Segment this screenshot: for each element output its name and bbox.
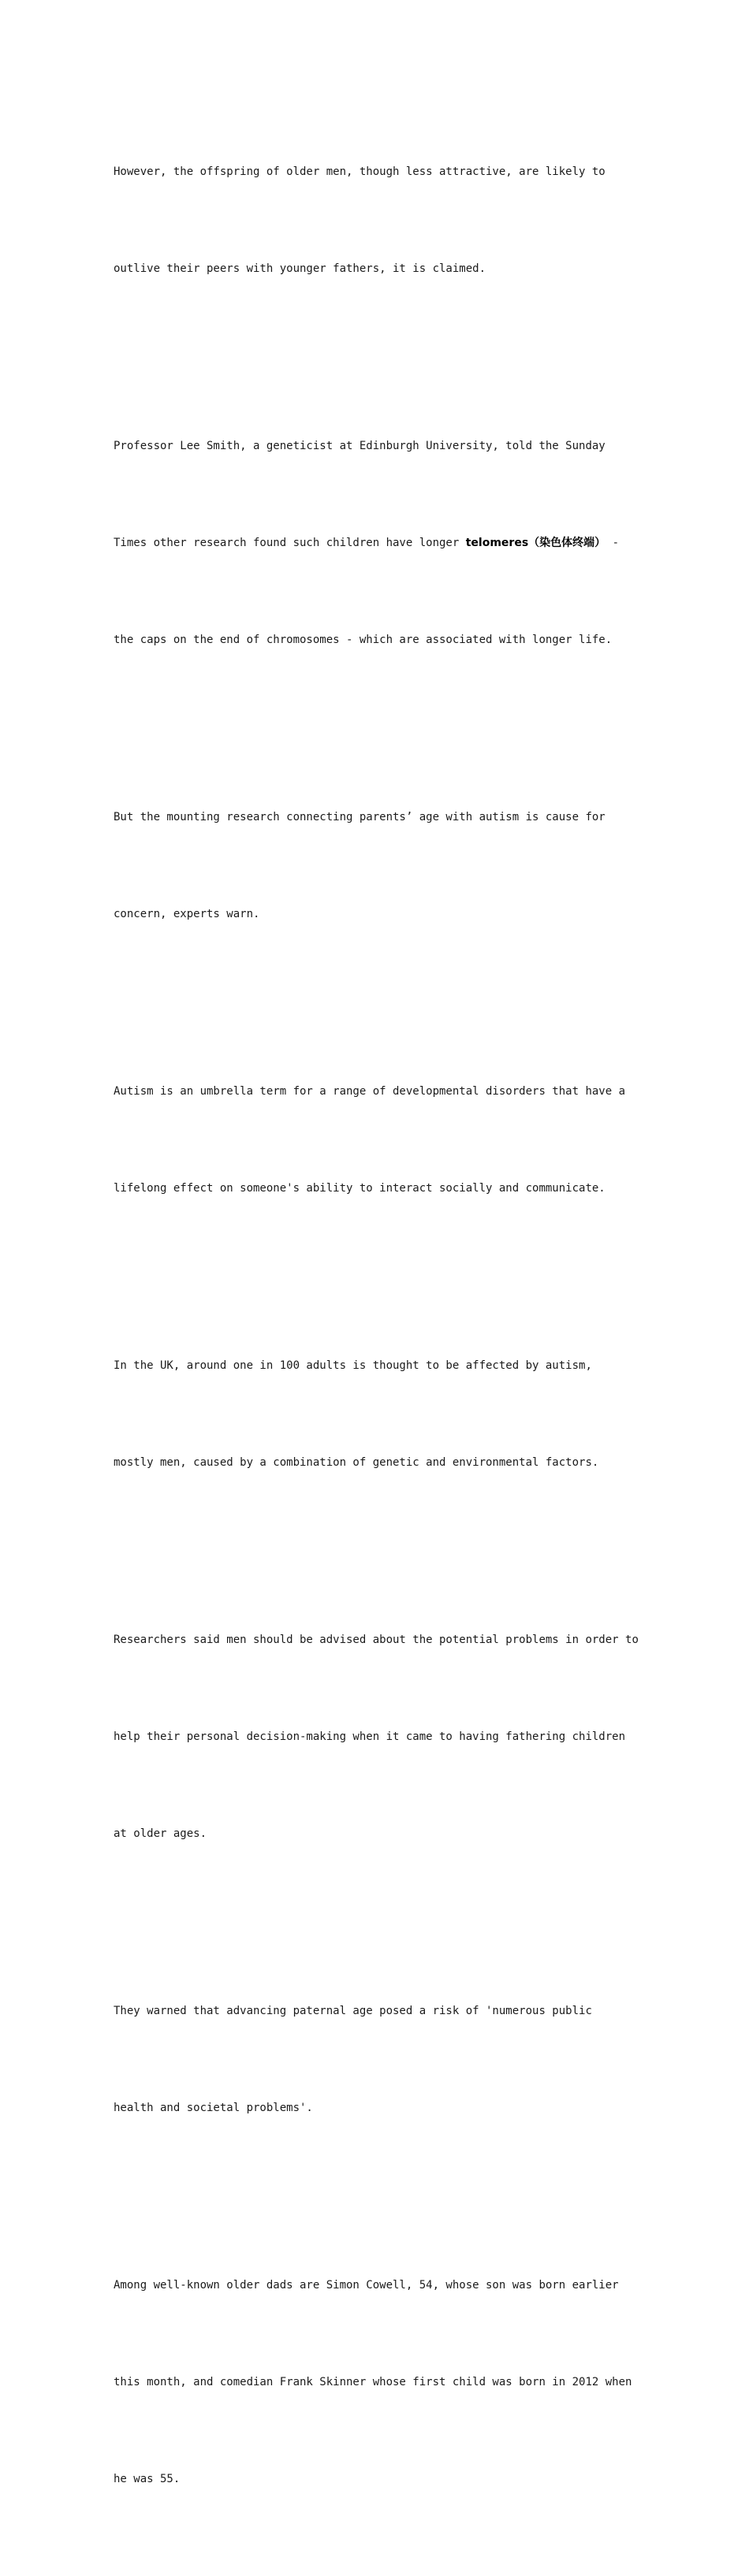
- telomeres-term: telomeres（染色体终端）: [465, 537, 606, 549]
- paragraph-4: [114, 1011, 650, 1269]
- text-line: the caps on the end of chromosomes - which are associated with longer life.: [114, 634, 613, 646]
- text-line: concern, experts warn.: [114, 908, 260, 920]
- paragraph-1: [114, 91, 650, 350]
- paragraph-3: [114, 737, 650, 995]
- text-line: health and societal problems'.: [114, 2102, 313, 2114]
- text-line: Researchers said men should be advised about the potential problems in order to: [114, 1634, 639, 1646]
- text-line: he was 55.: [114, 2473, 181, 2485]
- paragraph-8: [114, 2205, 650, 2560]
- text-fragment: Times other research found such children have longer: [114, 537, 466, 549]
- text-line: this month, and comedian Frank Skinner whose first child was born in 2012 when: [114, 2376, 632, 2388]
- text-line-with-term: [114, 527, 650, 559]
- text-line: mostly men, caused by a combination of genetic and environmental factors.: [114, 1456, 599, 1469]
- text-line: help their personal decision-making when it came to having fathering children: [114, 1730, 626, 1743]
- text-line: lifelong effect on someone's ability to interact socially and communicate.: [114, 1182, 606, 1195]
- text-line: However, the offspring of older men, though less attractive, are likely to: [114, 165, 606, 178]
- paragraph-2: [114, 366, 650, 721]
- text-line: Autism is an umbrella term for a range of developmental disorders that have a: [114, 1085, 626, 1098]
- text-line: outlive their peers with younger fathers, it is claimed.: [114, 262, 486, 275]
- text-line: But the mounting research connecting parents’ age with autism is cause for: [114, 811, 606, 823]
- text-fragment: -: [606, 537, 620, 549]
- text-line: at older ages.: [114, 1827, 207, 1840]
- paragraph-7: [114, 1931, 650, 2189]
- text-line: They warned that advancing paternal age posed a risk of 'numerous public: [114, 2005, 592, 2017]
- text-line: Professor Lee Smith, a geneticist at Edinburgh University, told the Sunday: [114, 440, 606, 452]
- text-line: Among well-known older dads are Simon Cowell, 54, whose son was born earlier: [114, 2279, 619, 2292]
- article-body: [114, 91, 650, 2576]
- paragraph-5: [114, 1285, 650, 1544]
- text-line: In the UK, around one in 100 adults is thought to be affected by autism,: [114, 1359, 592, 1372]
- paragraph-6: [114, 1559, 650, 1915]
